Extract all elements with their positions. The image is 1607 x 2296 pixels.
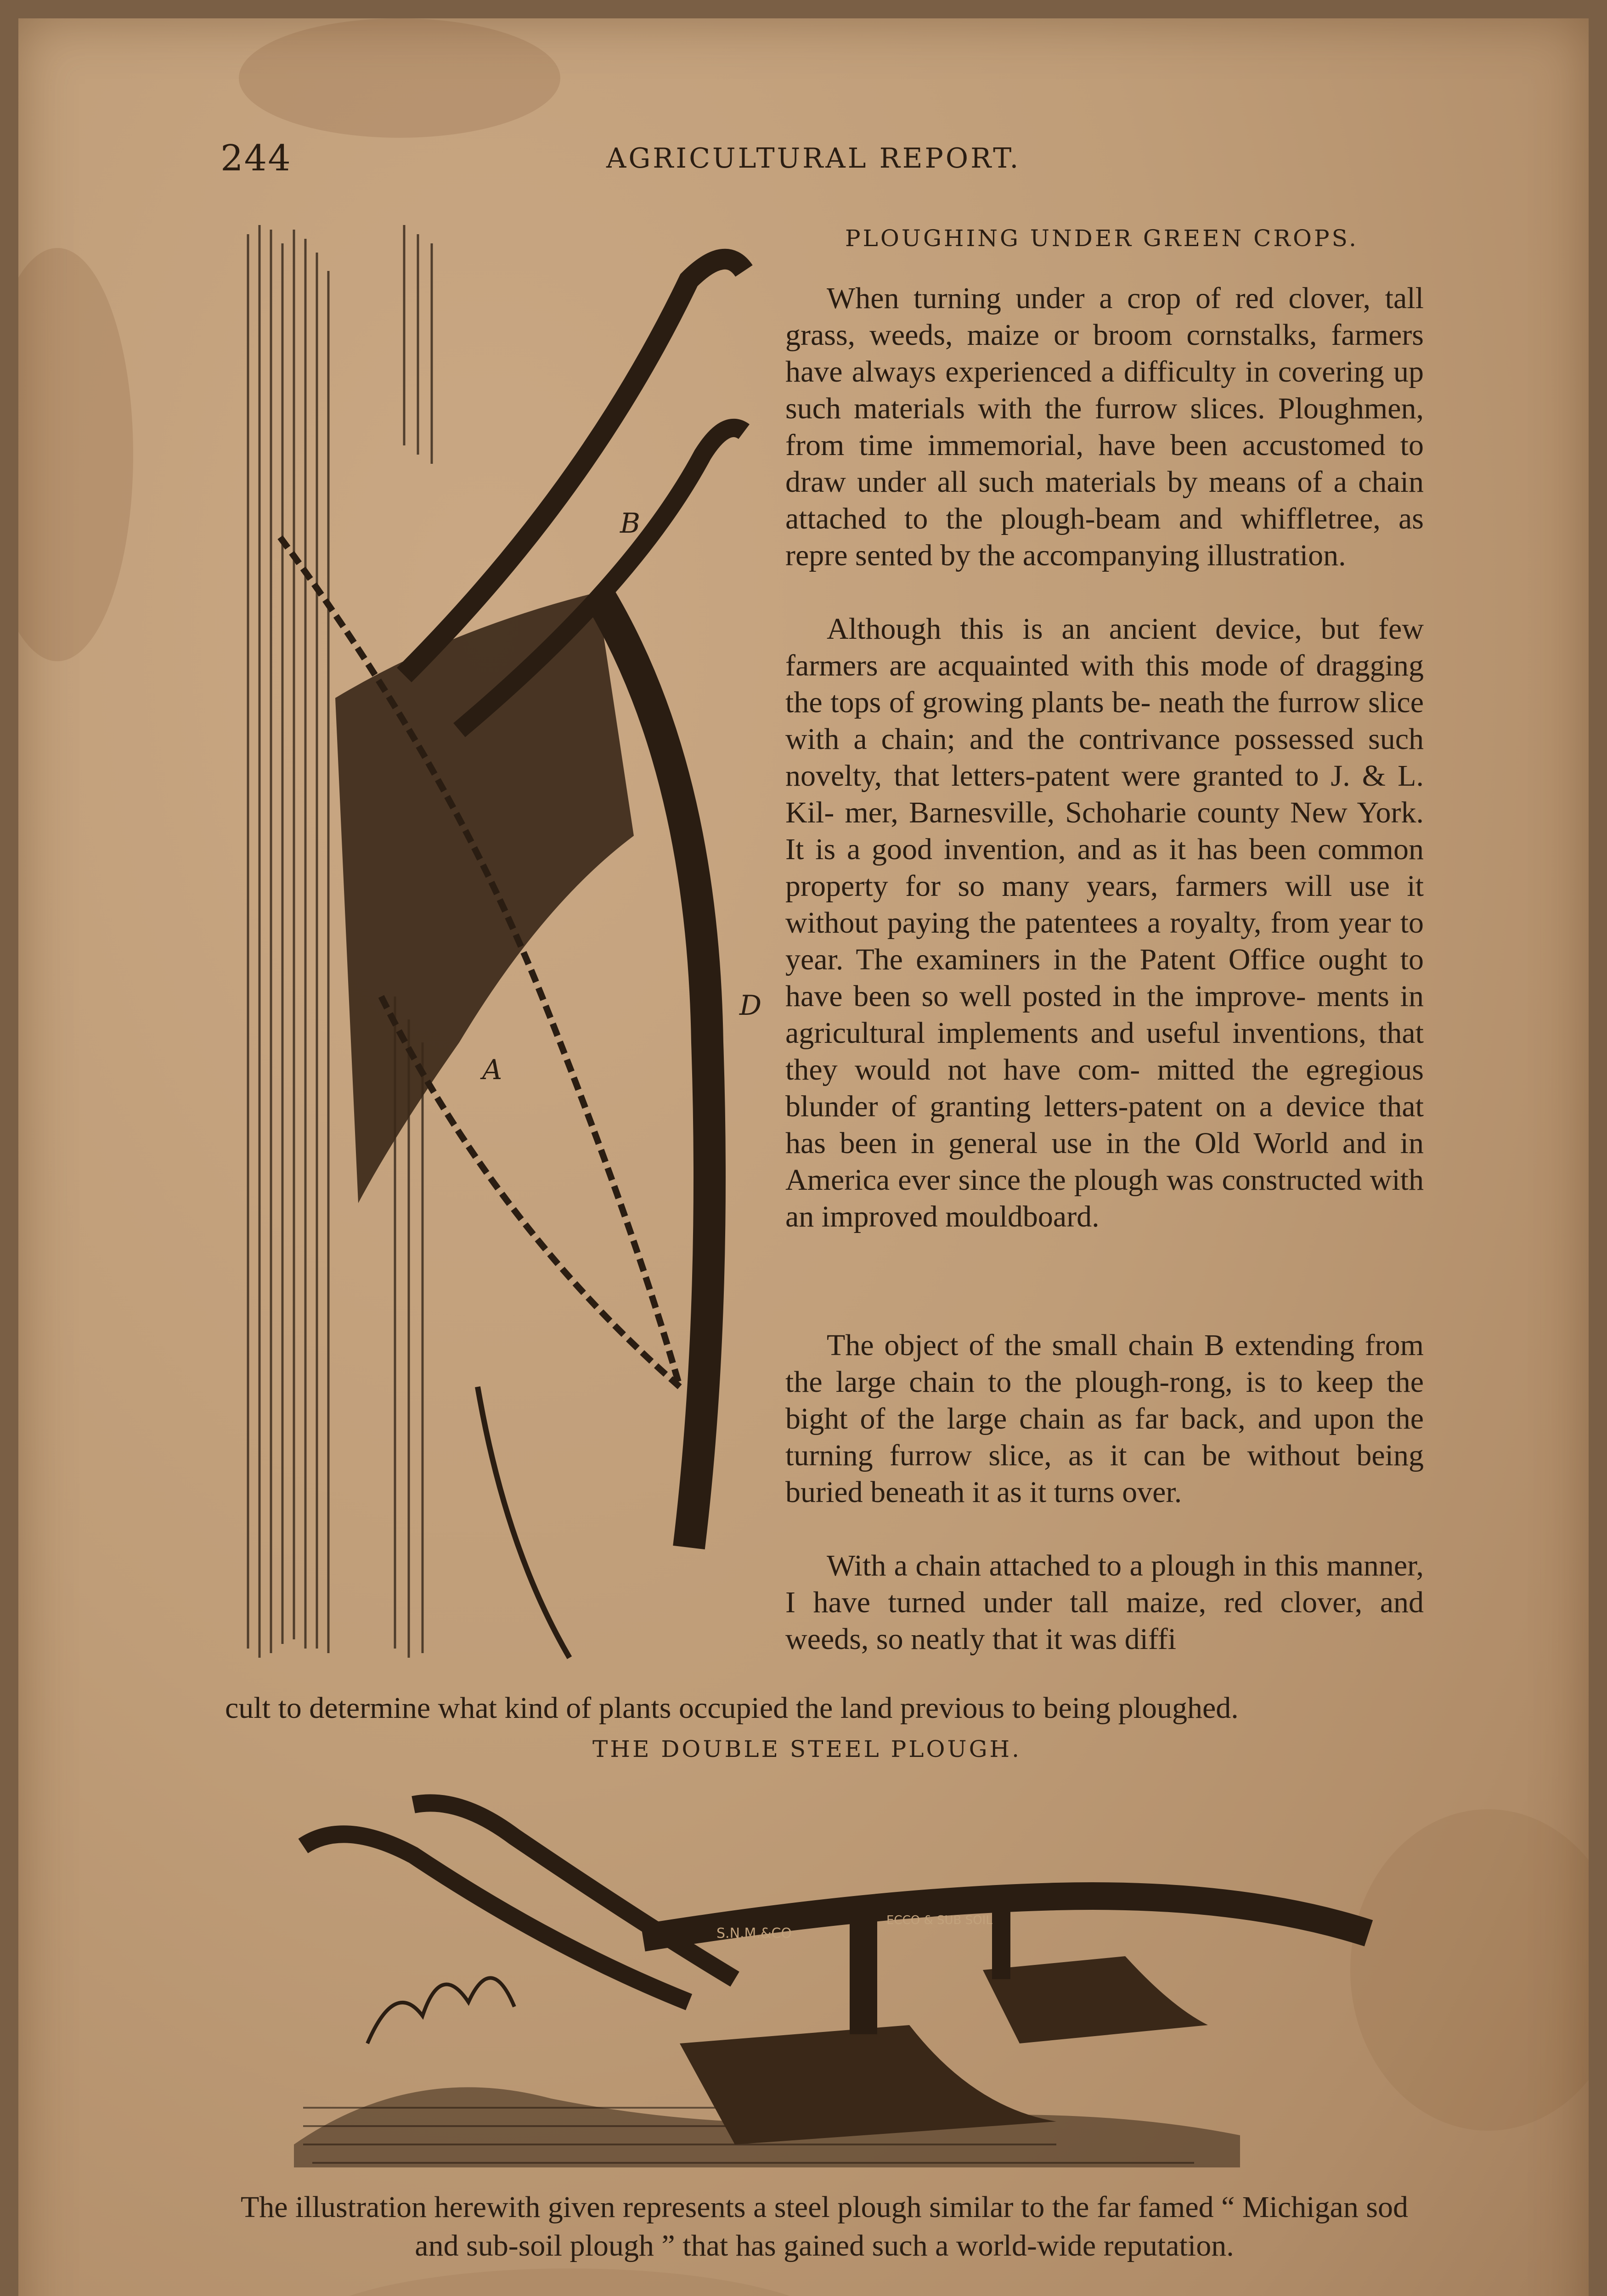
paragraph-3: The object of the small chain B extending from the large chain to the plough-rong, is to keep the bight of the large chain as far back, and upon the turning furrow slice, as it can be without being buried beneath it as it turns over. bbox=[785, 1328, 1424, 1509]
paragraph-4: With a chain attached to a plough in this manner, I have turned under tall maize, red clover, and weeds, so neatly that it was diffi bbox=[785, 1549, 1424, 1656]
paragraph-1: When turning under a crop of red clover, tall grass, weeds, maize or broom cornstalks, farmers have always experienced a difficulty in covering up such materials with the furrow slices. Ploughmen, from time immemorial, have been accustomed to draw under all such materials by means of a chain attached to the plough-beam and whiffletree, as repre sented by the accompanying illustration. bbox=[785, 281, 1424, 572]
page-number: 244 bbox=[220, 138, 292, 179]
water-stain bbox=[18, 248, 133, 661]
section-title-double-plough: THE DOUBLE STEEL PLOUGH. bbox=[592, 1736, 1022, 1762]
section-title-ploughing: PLOUGHING UNDER GREEN CROPS. bbox=[845, 225, 1359, 252]
figure-caption: The illustration herewith given represents a steel plough similar to the far famed “ Michigan sod and sub-soil plough ” that has gained such a world-wide reputation. bbox=[240, 2190, 1409, 2262]
figure-label-a: A bbox=[482, 1054, 502, 1086]
paragraph-4-continued: cult to determine what kind of plants occupied the land previous to being ploughed. bbox=[225, 1691, 1239, 1725]
figure-label-b: B bbox=[620, 507, 641, 540]
book-page bbox=[18, 18, 1589, 2296]
water-stain bbox=[294, 2268, 845, 2296]
water-stain bbox=[239, 18, 560, 138]
engraved-model-mark: ECCO & SUB SOIL bbox=[886, 1913, 992, 1927]
double-steel-plough-engraving bbox=[276, 1786, 1415, 2181]
running-head: AGRICULTURAL REPORT. bbox=[606, 142, 1021, 174]
paragraph-2: Although this is an ancient device, but few farmers are acquainted with this mode of dragging the tops of growing plants be- neath the furrow slice with a chain; and the contrivance possessed such novelty, that letters-patent were granted to J. & L. Kil- mer, Barnesville, Schoharie county New York. It is a good invention, and as it has been common property for so many years, farmers will use it without paying the patentees a royalty, from year to year. The examiners in the Patent Office ought to have been so well posted in the improve- ments in agricultural implements and useful inventions, that they would not have com- mitted the egregious blunder of granting letters-patent on a device that has been in general use in the Old World and in America ever since the plough was constructed with an improved mouldboard. bbox=[785, 612, 1424, 1233]
chain-plough-engraving bbox=[220, 216, 772, 1676]
engraved-maker-mark: S.N.M.&CO bbox=[716, 1925, 792, 1941]
figure-label-d: D bbox=[739, 990, 762, 1022]
